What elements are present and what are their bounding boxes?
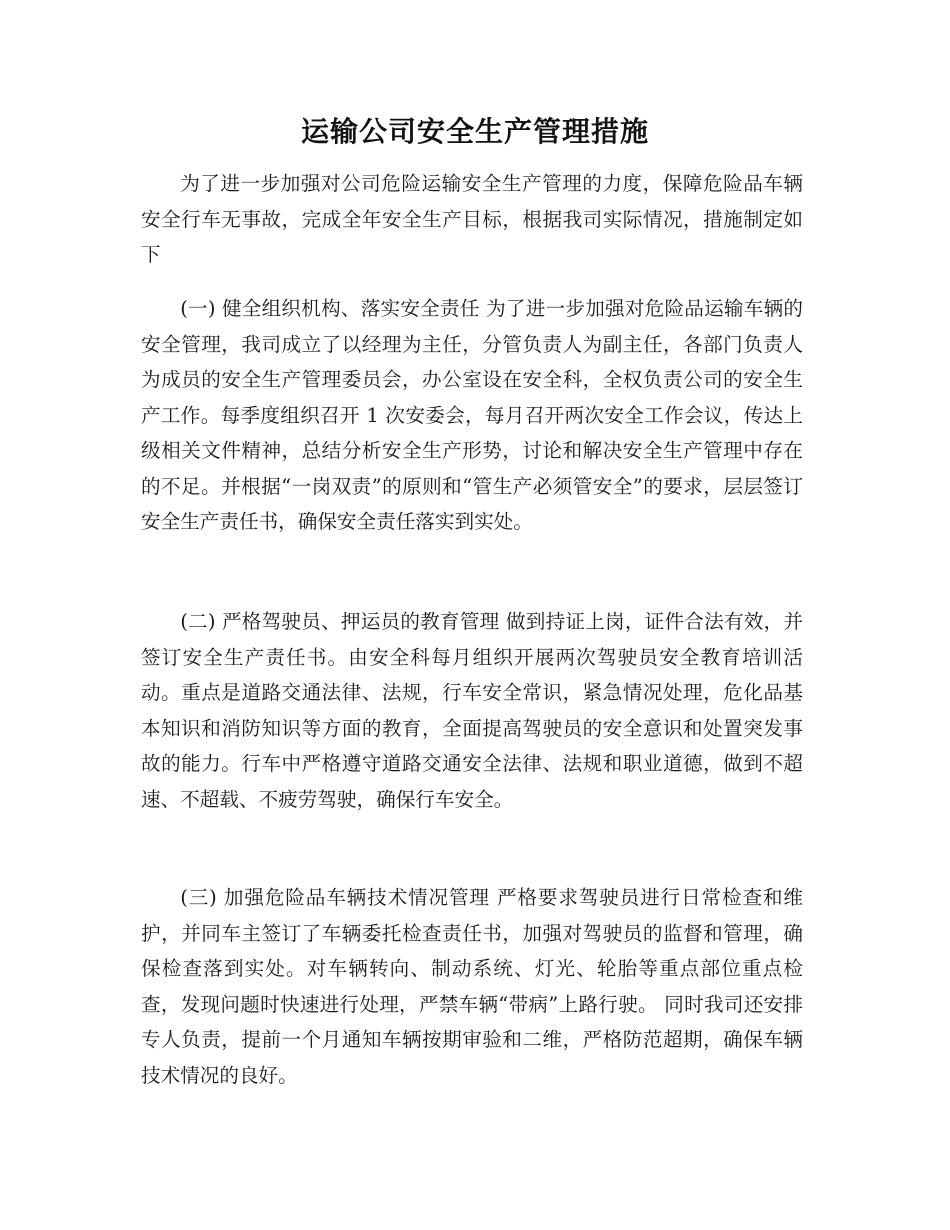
section-3-body: 严格要求驾驶员进行日常检查和维护，并同车主签订了车辆委托检查责任书，加强对驾驶员的监督和管理，确保检查落到实处。对车辆转向、制动系统、灯光、轮胎等重点部位重点检查，发现问题时快速进行处理，严禁车辆“带病”上路行驶。 同时我司还安排专人负责，提前一个月通知车辆按期审验和二维，严格防范超期，确保车辆技术情况的良好。 bbox=[141, 886, 803, 1087]
section-2-body: 做到持证上岗，证件合法有效，并签订安全生产责任书。由安全科每月组织开展两次驾驶员安全教育培训活动。重点是道路交通法律、法规，行车安全常识，紧急情况处理，危化品基本知识和消防知识等方面的教育，全面提高驾驶员的安全意识和处置突发事故的能力。行车中严格遵守道路交通安全法律、法规和职业道德，做到不超速、不超载、不疲劳驾驶，确保行车安全。 bbox=[141, 610, 803, 811]
intro-paragraph: 为了进一步加强对公司危险运输安全生产管理的力度，保障危险品车辆安全行车无事故，完成全年安全生产目标，根据我司实际情况，措施制定如下 bbox=[141, 172, 803, 266]
section-3-heading: (三) 加强危险品车辆技术情况管理 bbox=[180, 886, 490, 909]
section-2-paragraph bbox=[141, 604, 803, 817]
section-1-body: 为了进一步加强对危险品运输车辆的安全管理，我司成立了以经理为主任，分管负责人为副主任，各部门负责人为成员的安全生产管理委员会，办公室设在安全科，全权负责公司的安全生产工作。每季度组织召开 1 次安委会，每月召开两次安全工作会议，传达上级相关文件精神，总结分析安全生产形势，讨论和解决安全生产管理中存在的不足。并根据“一岗双责”的原则和“管生产必须管安全”的要求，层层签订安全生产责任书，确保安全责任落实到实处。 bbox=[141, 297, 803, 533]
section-1-paragraph bbox=[141, 291, 803, 540]
section-1-heading: (一) 健全组织机构、落实安全责任 bbox=[180, 297, 480, 320]
document-title: 运输公司安全生产管理措施 bbox=[300, 115, 649, 148]
section-2-heading: (二) 严格驾驶员、押运员的教育管理 bbox=[180, 610, 500, 633]
section-3-paragraph bbox=[141, 880, 803, 1093]
